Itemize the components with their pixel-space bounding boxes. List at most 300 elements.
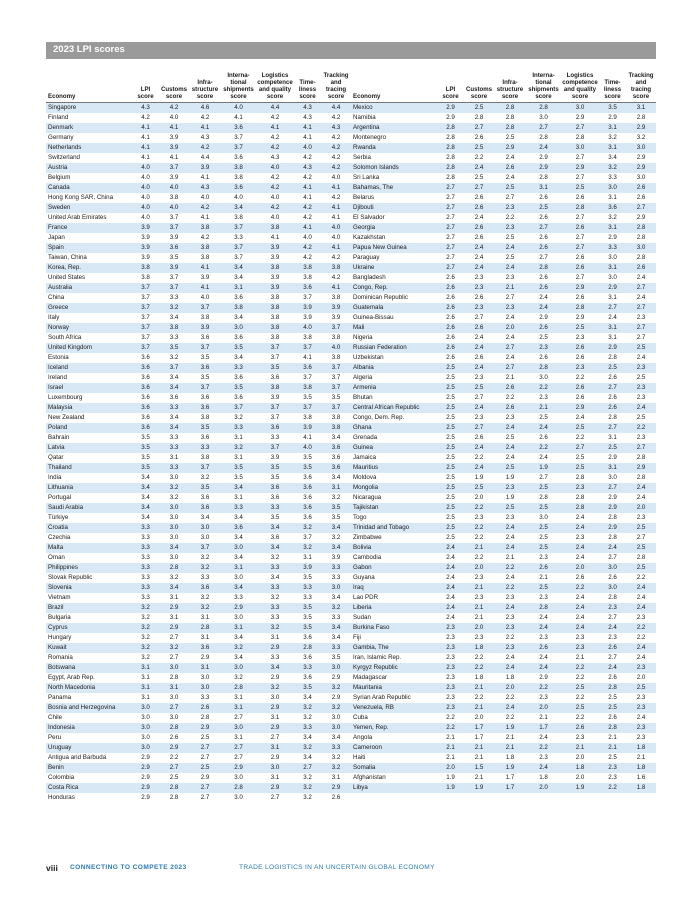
tracking-score: 2.7 bbox=[626, 533, 656, 543]
tracking-score: 1.8 bbox=[626, 783, 656, 793]
customs-score: 1.9 bbox=[464, 473, 494, 483]
timeliness-score: 2.9 bbox=[599, 233, 626, 243]
tracking-score: 3.7 bbox=[321, 363, 351, 373]
international-shipments-score: 2.4 bbox=[526, 613, 561, 623]
economy-name: United Arab Emirates bbox=[46, 213, 132, 223]
logistics-competence-score: 2.7 bbox=[256, 733, 294, 743]
international-shipments-score: 1.9 bbox=[526, 463, 561, 473]
logistics-competence-score: 4.2 bbox=[256, 203, 294, 213]
tracking-score: 4.0 bbox=[321, 173, 351, 183]
economy-name: Ireland bbox=[46, 373, 132, 383]
table-row bbox=[46, 333, 351, 343]
infrastructure-score: 3.6 bbox=[189, 433, 221, 443]
economy-name: Kyrgyz Republic bbox=[351, 663, 437, 673]
table-row bbox=[351, 473, 656, 483]
lpi-score: 2.4 bbox=[437, 613, 464, 623]
table-row bbox=[351, 563, 656, 573]
logistics-competence-score: 3.0 bbox=[561, 103, 599, 114]
economy-name: Hungary bbox=[46, 633, 132, 643]
customs-score: 3.4 bbox=[159, 423, 189, 433]
tracking-score: 2.4 bbox=[626, 493, 656, 503]
logistics-competence-score: 2.8 bbox=[561, 473, 599, 483]
international-shipments-score: 2.4 bbox=[526, 663, 561, 673]
infrastructure-score: 3.7 bbox=[189, 303, 221, 313]
international-shipments-score: 2.4 bbox=[526, 733, 561, 743]
infrastructure-score: 2.4 bbox=[494, 543, 526, 553]
tracking-score: 3.9 bbox=[321, 303, 351, 313]
infrastructure-score: 2.4 bbox=[494, 653, 526, 663]
lpi-score: 3.2 bbox=[132, 623, 159, 633]
infrastructure-score: 2.2 bbox=[494, 583, 526, 593]
economy-name: Türkiye bbox=[46, 513, 132, 523]
customs-score: 2.1 bbox=[464, 543, 494, 553]
logistics-competence-score: 3.6 bbox=[256, 533, 294, 543]
table-row bbox=[46, 583, 351, 593]
international-shipments-score: 2.3 bbox=[526, 753, 561, 763]
tracking-score: 3.7 bbox=[321, 383, 351, 393]
timeliness-score: 2.8 bbox=[599, 413, 626, 423]
international-shipments-score: 3.8 bbox=[221, 213, 256, 223]
timeliness-score: 2.3 bbox=[599, 773, 626, 783]
tracking-score: 3.3 bbox=[321, 613, 351, 623]
customs-score: 2.0 bbox=[464, 623, 494, 633]
infrastructure-score: 3.7 bbox=[189, 343, 221, 353]
international-shipments-score: 3.3 bbox=[221, 423, 256, 433]
international-shipments-score: 3.1 bbox=[221, 453, 256, 463]
page-number: viii bbox=[46, 863, 58, 873]
lpi-score: 2.6 bbox=[437, 283, 464, 293]
table-row bbox=[46, 253, 351, 263]
table-row bbox=[351, 363, 656, 373]
tracking-score: 3.8 bbox=[321, 333, 351, 343]
infrastructure-score: 2.8 bbox=[494, 123, 526, 133]
table-row bbox=[46, 343, 351, 353]
infrastructure-score: 2.1 bbox=[494, 733, 526, 743]
lpi-table-right bbox=[351, 64, 656, 793]
customs-score: 2.6 bbox=[464, 323, 494, 333]
table-row bbox=[46, 223, 351, 233]
timeliness-score: 2.6 bbox=[599, 403, 626, 413]
logistics-competence-score: 2.1 bbox=[561, 653, 599, 663]
lpi-score: 2.9 bbox=[132, 773, 159, 783]
logistics-competence-score: 3.8 bbox=[256, 313, 294, 323]
economy-name: Finland bbox=[46, 113, 132, 123]
international-shipments-score: 2.6 bbox=[526, 283, 561, 293]
customs-score: 2.4 bbox=[464, 363, 494, 373]
table-row bbox=[46, 413, 351, 423]
tracking-score: 3.2 bbox=[321, 603, 351, 613]
timeliness-score: 3.5 bbox=[294, 393, 321, 403]
tracking-score: 4.2 bbox=[321, 253, 351, 263]
infrastructure-score: 3.9 bbox=[189, 323, 221, 333]
table-row bbox=[351, 323, 656, 333]
infrastructure-score: 3.7 bbox=[189, 543, 221, 553]
infrastructure-score: 2.5 bbox=[494, 433, 526, 443]
infrastructure-score: 1.8 bbox=[494, 673, 526, 683]
infrastructure-score: 3.2 bbox=[189, 593, 221, 603]
lpi-score: 4.0 bbox=[132, 213, 159, 223]
table-row bbox=[46, 463, 351, 473]
timeliness-score: 2.4 bbox=[599, 623, 626, 633]
timeliness-score: 3.9 bbox=[294, 563, 321, 573]
infrastructure-score: 3.6 bbox=[189, 333, 221, 343]
timeliness-score: 4.3 bbox=[294, 103, 321, 114]
lpi-score: 2.5 bbox=[437, 503, 464, 513]
lpi-score: 3.0 bbox=[132, 713, 159, 723]
economy-name: Haiti bbox=[351, 753, 437, 763]
international-shipments-score: 3.1 bbox=[221, 283, 256, 293]
timeliness-score: 4.1 bbox=[294, 433, 321, 443]
lpi-score: 3.3 bbox=[132, 553, 159, 563]
customs-score: 3.6 bbox=[159, 393, 189, 403]
infrastructure-score: 4.3 bbox=[189, 133, 221, 143]
tracking-score: 2.9 bbox=[321, 783, 351, 793]
lpi-score: 3.3 bbox=[132, 533, 159, 543]
table-row bbox=[46, 793, 351, 803]
table-row bbox=[351, 203, 656, 213]
economy-name: Saudi Arabia bbox=[46, 503, 132, 513]
economy-name: United States bbox=[46, 273, 132, 283]
logistics-competence-score: 2.4 bbox=[561, 613, 599, 623]
tracking-score: 3.7 bbox=[321, 403, 351, 413]
customs-score: 4.2 bbox=[159, 103, 189, 114]
customs-score: 2.5 bbox=[464, 483, 494, 493]
tracking-score: 2.4 bbox=[626, 583, 656, 593]
section-title: 2023 LPI scores bbox=[53, 44, 125, 55]
lpi-score: 2.9 bbox=[132, 793, 159, 803]
customs-score: 2.8 bbox=[159, 783, 189, 793]
table-row bbox=[351, 533, 656, 543]
lpi-score: 3.3 bbox=[132, 593, 159, 603]
table-row bbox=[351, 353, 656, 363]
timeliness-score: 2.5 bbox=[599, 753, 626, 763]
lpi-score: 3.6 bbox=[132, 403, 159, 413]
logistics-competence-score: 2.4 bbox=[561, 623, 599, 633]
tracking-score: 3.2 bbox=[321, 493, 351, 503]
infrastructure-score: 2.3 bbox=[494, 613, 526, 623]
timeliness-score: 3.6 bbox=[294, 363, 321, 373]
lpi-score: 3.5 bbox=[132, 453, 159, 463]
tracking-score: 1.8 bbox=[626, 763, 656, 773]
tracking-score: 3.0 bbox=[626, 243, 656, 253]
infrastructure-score: 3.6 bbox=[189, 393, 221, 403]
table-row bbox=[46, 303, 351, 313]
timeliness-score: 3.0 bbox=[599, 583, 626, 593]
economy-name: Panama bbox=[46, 693, 132, 703]
international-shipments-score: 2.7 bbox=[526, 123, 561, 133]
timeliness-score: 2.9 bbox=[599, 113, 626, 123]
lpi-score: 3.3 bbox=[132, 543, 159, 553]
infrastructure-score: 2.6 bbox=[494, 383, 526, 393]
timeliness-score: 2.7 bbox=[599, 613, 626, 623]
timeliness-score: 2.7 bbox=[599, 483, 626, 493]
table-row bbox=[351, 483, 656, 493]
tracking-score: 2.5 bbox=[626, 373, 656, 383]
economy-name: Belarus bbox=[351, 193, 437, 203]
timeliness-score: 3.2 bbox=[294, 793, 321, 803]
logistics-competence-score: 2.2 bbox=[561, 433, 599, 443]
table-row bbox=[351, 283, 656, 293]
timeliness-score: 3.1 bbox=[599, 123, 626, 133]
tracking-score: 2.3 bbox=[626, 663, 656, 673]
logistics-competence-score: 2.9 bbox=[561, 163, 599, 173]
tracking-score: 2.4 bbox=[626, 403, 656, 413]
economy-name: Iran, Islamic Rep. bbox=[351, 653, 437, 663]
timeliness-score: 4.1 bbox=[294, 223, 321, 233]
lpi-score: 2.5 bbox=[437, 493, 464, 503]
logistics-competence-score: 3.9 bbox=[256, 243, 294, 253]
table-row bbox=[351, 453, 656, 463]
international-shipments-score: 3.8 bbox=[221, 163, 256, 173]
tracking-score: 2.2 bbox=[626, 573, 656, 583]
economy-name: Mongolia bbox=[351, 483, 437, 493]
logistics-competence-score: 2.6 bbox=[561, 193, 599, 203]
economy-name: Australia bbox=[46, 283, 132, 293]
logistics-competence-score: 3.4 bbox=[256, 573, 294, 583]
economy-name: Nigeria bbox=[351, 333, 437, 343]
logistics-competence-score: 3.2 bbox=[256, 623, 294, 633]
table-row bbox=[351, 743, 656, 753]
customs-score: 1.7 bbox=[464, 733, 494, 743]
international-shipments-score: 3.0 bbox=[221, 613, 256, 623]
customs-score: 3.7 bbox=[159, 163, 189, 173]
economy-name: Papua New Guinea bbox=[351, 243, 437, 253]
table-row bbox=[351, 503, 656, 513]
table-row bbox=[351, 753, 656, 763]
logistics-competence-score: 3.3 bbox=[256, 433, 294, 443]
customs-score: 3.2 bbox=[159, 353, 189, 363]
table-row bbox=[351, 683, 656, 693]
table-row bbox=[46, 383, 351, 393]
lpi-score: 2.5 bbox=[437, 383, 464, 393]
infrastructure-score: 2.1 bbox=[494, 373, 526, 383]
table-row bbox=[46, 103, 351, 114]
lpi-score: 2.9 bbox=[132, 753, 159, 763]
table-row bbox=[351, 233, 656, 243]
lpi-score: 2.5 bbox=[437, 533, 464, 543]
lpi-score: 3.3 bbox=[132, 583, 159, 593]
tracking-score: 3.1 bbox=[321, 483, 351, 493]
table-row bbox=[351, 103, 656, 114]
customs-score: 2.2 bbox=[159, 753, 189, 763]
table-row bbox=[351, 183, 656, 193]
logistics-competence-score: 3.1 bbox=[256, 633, 294, 643]
customs-score: 3.0 bbox=[159, 693, 189, 703]
logistics-competence-score: 4.2 bbox=[256, 183, 294, 193]
lpi-score: 3.6 bbox=[132, 393, 159, 403]
economy-name: Peru bbox=[46, 733, 132, 743]
infrastructure-score: 4.2 bbox=[189, 113, 221, 123]
logistics-competence-score: 2.9 bbox=[256, 643, 294, 653]
economy-name: Ghana bbox=[351, 423, 437, 433]
infrastructure-score: 2.3 bbox=[494, 273, 526, 283]
table-row bbox=[46, 133, 351, 143]
economy-name: Indonesia bbox=[46, 723, 132, 733]
timeliness-score: 3.5 bbox=[294, 453, 321, 463]
timeliness-score: 2.4 bbox=[599, 663, 626, 673]
timeliness-score: 4.2 bbox=[294, 153, 321, 163]
tracking-score: 3.8 bbox=[321, 413, 351, 423]
customs-score: 2.2 bbox=[464, 663, 494, 673]
infrastructure-score: 4.0 bbox=[189, 193, 221, 203]
international-shipments-score: 3.1 bbox=[526, 183, 561, 193]
international-shipments-score: 3.2 bbox=[221, 413, 256, 423]
timeliness-score: 3.4 bbox=[599, 153, 626, 163]
economy-name: Congo, Rep. bbox=[351, 283, 437, 293]
lpi-score: 2.6 bbox=[437, 343, 464, 353]
tracking-score: 2.9 bbox=[626, 123, 656, 133]
table-body-right bbox=[351, 103, 656, 794]
infrastructure-score: 3.8 bbox=[189, 223, 221, 233]
header-timeliness: Time-liness score bbox=[599, 64, 626, 103]
international-shipments-score: 3.2 bbox=[221, 673, 256, 683]
timeliness-score: 3.6 bbox=[294, 473, 321, 483]
economy-name: Lao PDR bbox=[351, 593, 437, 603]
economy-name: Mauritius bbox=[351, 463, 437, 473]
lpi-score: 3.7 bbox=[132, 323, 159, 333]
table-row bbox=[46, 393, 351, 403]
lpi-score: 2.8 bbox=[437, 133, 464, 143]
timeliness-score: 3.3 bbox=[599, 173, 626, 183]
infrastructure-score: 3.5 bbox=[189, 353, 221, 363]
lpi-score: 2.5 bbox=[437, 453, 464, 463]
logistics-competence-score: 4.0 bbox=[256, 163, 294, 173]
lpi-score: 2.3 bbox=[437, 663, 464, 673]
timeliness-score: 2.7 bbox=[294, 763, 321, 773]
logistics-competence-score: 2.8 bbox=[561, 493, 599, 503]
international-shipments-score: 2.6 bbox=[526, 273, 561, 283]
customs-score: 2.0 bbox=[464, 563, 494, 573]
economy-name: Venezuela, RB bbox=[351, 703, 437, 713]
lpi-score: 2.7 bbox=[437, 253, 464, 263]
logistics-competence-score: 2.3 bbox=[561, 333, 599, 343]
customs-score: 2.8 bbox=[159, 793, 189, 803]
logistics-competence-score: 3.8 bbox=[256, 333, 294, 343]
infrastructure-score: 2.9 bbox=[189, 773, 221, 783]
table-row bbox=[351, 673, 656, 683]
international-shipments-score: 2.6 bbox=[526, 353, 561, 363]
international-shipments-score: 3.1 bbox=[221, 703, 256, 713]
customs-score: 2.3 bbox=[464, 593, 494, 603]
timeliness-score: 2.7 bbox=[599, 423, 626, 433]
timeliness-score: 2.8 bbox=[599, 533, 626, 543]
timeliness-score: 3.6 bbox=[294, 513, 321, 523]
customs-score: 3.2 bbox=[159, 483, 189, 493]
logistics-competence-score: 2.9 bbox=[256, 703, 294, 713]
lpi-score: 3.6 bbox=[132, 373, 159, 383]
infrastructure-score: 2.8 bbox=[189, 713, 221, 723]
infrastructure-score: 3.6 bbox=[189, 583, 221, 593]
header-row bbox=[46, 64, 351, 103]
lpi-score: 2.5 bbox=[437, 433, 464, 443]
economy-name: Portugal bbox=[46, 493, 132, 503]
tracking-score: 3.2 bbox=[321, 763, 351, 773]
timeliness-score: 2.8 bbox=[599, 513, 626, 523]
infrastructure-score: 3.6 bbox=[189, 643, 221, 653]
infrastructure-score: 2.3 bbox=[494, 513, 526, 523]
timeliness-score: 2.6 bbox=[599, 713, 626, 723]
tracking-score: 2.3 bbox=[626, 313, 656, 323]
infrastructure-score: 1.9 bbox=[494, 473, 526, 483]
logistics-competence-score: 2.3 bbox=[561, 643, 599, 653]
tracking-score: 2.7 bbox=[626, 333, 656, 343]
lpi-score: 2.8 bbox=[437, 163, 464, 173]
lpi-score: 3.6 bbox=[132, 383, 159, 393]
table-row bbox=[46, 733, 351, 743]
infrastructure-score: 2.4 bbox=[494, 423, 526, 433]
logistics-competence-score: 2.4 bbox=[561, 513, 599, 523]
infrastructure-score: 3.9 bbox=[189, 273, 221, 283]
tracking-score: 2.0 bbox=[626, 503, 656, 513]
customs-score: 2.8 bbox=[159, 563, 189, 573]
customs-score: 3.9 bbox=[159, 263, 189, 273]
customs-score: 3.2 bbox=[159, 303, 189, 313]
infrastructure-score: 4.0 bbox=[189, 293, 221, 303]
logistics-competence-score: 2.3 bbox=[561, 633, 599, 643]
timeliness-score: 3.4 bbox=[294, 753, 321, 763]
table-row bbox=[46, 503, 351, 513]
customs-score: 2.8 bbox=[159, 673, 189, 683]
infrastructure-score: 1.7 bbox=[494, 783, 526, 793]
lpi-score: 2.5 bbox=[437, 443, 464, 453]
tracking-score: 3.4 bbox=[321, 593, 351, 603]
customs-score: 2.1 bbox=[464, 753, 494, 763]
table-row bbox=[351, 703, 656, 713]
international-shipments-score: 3.6 bbox=[221, 293, 256, 303]
infrastructure-score: 3.3 bbox=[189, 573, 221, 583]
logistics-competence-score: 2.5 bbox=[561, 703, 599, 713]
infrastructure-score: 2.7 bbox=[494, 193, 526, 203]
lpi-table-left bbox=[46, 64, 351, 803]
lpi-score: 4.0 bbox=[132, 193, 159, 203]
logistics-competence-score: 3.3 bbox=[256, 613, 294, 623]
international-shipments-score: 2.2 bbox=[526, 383, 561, 393]
table-row bbox=[46, 693, 351, 703]
international-shipments-score: 2.7 bbox=[221, 713, 256, 723]
economy-name: Germany bbox=[46, 133, 132, 143]
timeliness-score: 3.8 bbox=[294, 413, 321, 423]
timeliness-score: 3.1 bbox=[599, 143, 626, 153]
logistics-competence-score: 3.6 bbox=[256, 423, 294, 433]
table-row bbox=[351, 403, 656, 413]
lpi-score: 2.0 bbox=[437, 763, 464, 773]
customs-score: 2.6 bbox=[464, 223, 494, 233]
table-row bbox=[351, 593, 656, 603]
timeliness-score: 2.8 bbox=[294, 643, 321, 653]
customs-score: 3.2 bbox=[159, 573, 189, 583]
economy-name: Qatar bbox=[46, 453, 132, 463]
lpi-score: 3.4 bbox=[132, 483, 159, 493]
lpi-score: 3.3 bbox=[132, 523, 159, 533]
lpi-score: 2.5 bbox=[437, 523, 464, 533]
infrastructure-score: 3.8 bbox=[189, 453, 221, 463]
customs-score: 3.7 bbox=[159, 283, 189, 293]
timeliness-score: 3.1 bbox=[294, 553, 321, 563]
table-row bbox=[46, 613, 351, 623]
lpi-score: 2.6 bbox=[437, 273, 464, 283]
economy-name: Poland bbox=[46, 423, 132, 433]
logistics-competence-score: 3.6 bbox=[256, 493, 294, 503]
tracking-score: 3.7 bbox=[321, 323, 351, 333]
international-shipments-score: 2.4 bbox=[526, 423, 561, 433]
international-shipments-score: 2.3 bbox=[526, 593, 561, 603]
tracking-score: 2.3 bbox=[626, 733, 656, 743]
economy-name: Angola bbox=[351, 733, 437, 743]
lpi-score: 3.8 bbox=[132, 263, 159, 273]
infrastructure-score: 2.4 bbox=[494, 263, 526, 273]
lpi-table-left-panel bbox=[46, 64, 351, 803]
international-shipments-score: 3.6 bbox=[221, 333, 256, 343]
